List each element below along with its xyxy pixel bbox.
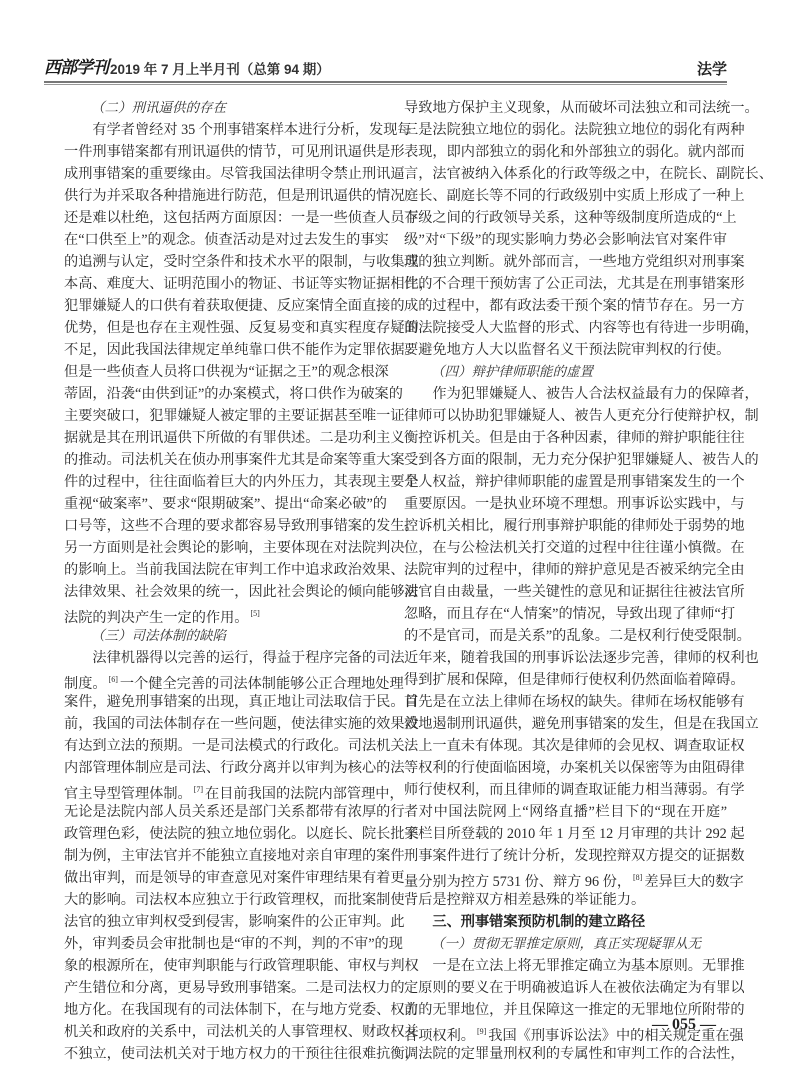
text-line: 导致地方保护主义现象，从而破坏司法独立和司法统一。 xyxy=(404,100,759,116)
citation-ref: [6] xyxy=(108,675,118,684)
text-line: 律师可以协助犯罪嫌疑人、被告人更充分行使辩护权，制 xyxy=(404,408,759,424)
text-line: 无论是法院内部人员关系还是部门关系都带有浓厚的行 xyxy=(64,804,405,820)
text-line: 背后是控辩双方相差悬殊的举证能力。 xyxy=(404,892,646,908)
text-line: 前，我国的司法体制存在一些问题，使法律实施的效果没 xyxy=(64,716,419,732)
text-line: 控诉机关相比，履行刑事辩护职能的律师处于弱势的地 xyxy=(404,518,745,534)
text-line: 主要突破口，犯罪嫌疑人被定罪的主要证据甚至唯一证 xyxy=(64,408,405,424)
text-line: 口号等，这些不合理的要求都容易导致刑事错案的发生。 xyxy=(64,518,419,534)
text-line: 蒂固，沿袭“由供到证”的办案模式，将口供作为破案的 xyxy=(64,386,403,402)
text-line: 效地遏制刑讯逼供，避免刑事错案的发生，但是在我国立 xyxy=(404,716,759,732)
text-line: 前的无罪地位，并且保障这一推定的无罪地位所附带的 xyxy=(404,1002,745,1018)
citation-ref: [7] xyxy=(193,785,204,794)
text-line xyxy=(404,867,744,890)
header-rule xyxy=(44,81,727,83)
text-line: 调法院的定罪量刑权利的专属性和审判工作的合法性， xyxy=(404,1046,745,1062)
text-line: 本高、难度大、证明范围小的物证、书证等实物证据相比， xyxy=(64,276,433,292)
text-segment: 差异巨大的数字 xyxy=(644,874,744,890)
text-line: 供行为并采取各种措施进行防范，但是刑讯逼供的情况 xyxy=(64,188,405,204)
citation-ref: [9] xyxy=(476,1027,487,1036)
text-line: 级”对“下级”的现实影响力势必会影响法官对案件审 xyxy=(404,232,727,248)
text-line: 的影响上。当前我国法院在审判工作中追求政治效果、 xyxy=(64,562,405,578)
text-line: 还是难以杜绝，这包括两方面原因：一是一些侦查人员存 xyxy=(64,210,419,226)
text-line: 的不是官司，而是关系”的乱象。二是权利行使受限制。 xyxy=(404,628,751,644)
paragraph xyxy=(64,647,419,1065)
journal-logo: 西部学刊 xyxy=(44,58,108,78)
subsection-heading: （一）贯彻无罪推定原则，真正实现疑罪从无 xyxy=(431,936,701,952)
text-line: 案件，避免刑事错案的出现，真正地让司法取信于民。目 xyxy=(64,694,419,710)
subsection-heading: （四）辩护律师职能的虚置 xyxy=(431,364,593,380)
section-label: 法学 xyxy=(696,61,727,78)
citation-ref: [5] xyxy=(250,609,260,618)
text-line: 一是在立法上将无罪推定确立为基本原则。无罪推 xyxy=(432,958,745,974)
text-line: 面法院接受人大监督的形式、内容等也有待进一步明确， xyxy=(404,320,759,336)
text-line: 重要原因。一是执业环境不理想。刑事诉讼实践中，与 xyxy=(404,496,745,512)
text-line xyxy=(64,669,404,692)
text-line: 法官自由裁量，一些关键性的意见和证据往往被法官所 xyxy=(404,584,745,600)
text-line: 产生错位和分离，更易导致刑事错案。二是司法权力的 xyxy=(64,980,405,996)
text-line: 言，法官被纳入体系化的行政等级之中，在院长、副院长、 xyxy=(404,166,773,182)
text-line: 在“口供至上”的观念。侦查活动是对过去发生的事实 xyxy=(64,232,389,248)
text-line: 师行使权利，而且律师的调查取证能力相当薄弱。有学 xyxy=(404,782,745,798)
text-segment: 制度。 xyxy=(64,676,107,692)
text-line: 有学者曾经对 35 个刑事错案样本进行分析，发现每 xyxy=(92,122,412,138)
paragraph xyxy=(404,955,745,1065)
paragraph xyxy=(64,119,433,626)
text-line: 件的不合理干预妨害了公正司法，尤其是在刑事错案形 xyxy=(404,276,745,292)
text-line: 一件刑事错案都有刑讯逼供的情节，可见刑讯逼供是形 xyxy=(64,144,405,160)
text-line: 子栏目所登载的 2010 年 1 月至 12 月审理的共计 292 起 xyxy=(404,826,745,842)
text-line: 理的独立判断。就外部而言，一些地方党组织对刑事案 xyxy=(404,254,745,270)
page-number: — 055 — xyxy=(652,1016,716,1033)
text-line: 等权利的行使面临困境，办案机关以保密等为由阻碍律 xyxy=(404,760,745,776)
text-segment: 官主导型管理体制。 xyxy=(64,786,192,802)
text-line xyxy=(64,603,387,625)
text-segment: 我国《刑事诉讼法》中的相关规定重在强 xyxy=(488,1028,744,1044)
text-line: 法官的独立审判权受到侵害，影响案件的公正审判。此 xyxy=(64,914,405,930)
paragraph xyxy=(404,383,759,911)
text-line: 政管理色彩，使法院的独立地位弱化。以庭长、院长批案 xyxy=(64,826,419,842)
text-line: 的推动。司法机关在侦办刑事案件尤其是命案等重大案 xyxy=(64,452,405,468)
subsection-heading: （二）刑讯逼供的存在 xyxy=(91,100,226,116)
header-rule-thin xyxy=(44,84,727,85)
text-line: 者对中国法院网上“网络直播”栏目下的“现在开庭” xyxy=(404,804,727,820)
text-line: 有达到立法的预期。一是司法模式的行政化。司法机关 xyxy=(64,738,405,754)
issue-info: 2019 年 7 月上半月刊（总第 94 期） xyxy=(110,62,330,77)
text-line: 制为例，主审法官并不能独立直接地对亲自审理的案件 xyxy=(64,848,405,864)
text-line: 另一方面则是社会舆论的影响，主要体现在对法院判决 xyxy=(64,540,405,556)
text-line: 成刑事错案的重要缘由。尽管我国法律明令禁止刑讯逼 xyxy=(64,166,405,182)
running-header xyxy=(44,56,380,78)
text-line: 法律机器得以完善的运行，得益于程序完备的司法 xyxy=(92,650,405,666)
text-line: 成的过程中，都有政法委干预个案的情节存在。另一方 xyxy=(404,298,745,314)
text-segment: 法院的判决产生一定的作用。 xyxy=(64,610,249,626)
text-line: 不独立，使司法机关对于地方权力的干预往往很难抗衡， xyxy=(64,1046,419,1062)
subsection-heading: （三）司法体制的缺陷 xyxy=(91,628,226,644)
text-line: 地方化。在我国现有的司法体制下，在与地方党委、权力 xyxy=(64,1002,419,1018)
section-heading: 三、刑事错案预防机制的建立路径 xyxy=(432,914,646,930)
text-line: 表现，即内部独立的弱化和外部独立的弱化。就内部而 xyxy=(404,144,745,160)
text-line: 庭长、副庭长等不同的行政级别中实质上形成了一种上 xyxy=(404,188,745,204)
text-line: 大的影响。司法权本应独立于行政管理权，而批案制使 xyxy=(64,892,405,908)
text-line: 的追溯与认定，受时空条件和技术水平的限制，与收集成 xyxy=(64,254,419,270)
text-segment: 量分别为控方 5731 份、辩方 96 份， xyxy=(404,874,632,890)
text-line: 重视“破案率”、要求“限期破案”、提出“命案必破”的 xyxy=(64,496,387,512)
text-line: 做出审判，而是领导的审查意见对案件审理结果有着更 xyxy=(64,870,405,886)
text-line: 要避免地方人大以监督名义干预法院审判权的行使。 xyxy=(404,342,731,358)
text-line: 据就是其在刑讯逼供下所做的有罪供述。二是功利主义 xyxy=(64,430,405,446)
text-line: 首先是在立法上律师在场权的缺失。律师在场权能够有 xyxy=(404,694,745,710)
paragraph xyxy=(404,97,773,361)
text-line: 机关和政府的关系中，司法机关的人事管理权、财政权并 xyxy=(64,1024,419,1040)
text-line xyxy=(64,779,404,802)
text-line: 近年来，随着我国的刑事诉讼法逐步完善，律师的权利也 xyxy=(404,650,759,666)
text-line: 象的根源所在，使审判职能与行政管理职能、审权与判权 xyxy=(64,958,419,974)
text-line: 下级之间的行政领导关系，这种等级制度所造成的“上 xyxy=(404,210,737,226)
text-line: 得到扩展和保障，但是律师行使权利仍然面临着障碍。 xyxy=(404,672,745,688)
text-line: 法上一直未有体现。其次是律师的会见权、调查取证权 xyxy=(404,738,745,754)
text-line: 个人权益，辩护律师职能的虚置是刑事错案发生的一个 xyxy=(404,474,745,490)
text-segment: 在目前我国的法院内部管理中， xyxy=(205,786,404,802)
text-line: 不足，因此我国法律规定单纯靠口供不能作为定罪依据。 xyxy=(64,342,419,358)
text-line: 外，审判委员会审批制也是“审的不判，判的不审”的现 xyxy=(64,936,403,952)
text-line: 法律效果、社会效果的统一，因此社会舆论的倾向能够对 xyxy=(64,584,419,600)
text-line: 受到各方面的限制，无力充分保护犯罪嫌疑人、被告人的 xyxy=(404,452,759,468)
text-line: 犯罪嫌疑人的口供有着获取便捷、反应案情全面直接的 xyxy=(64,298,405,314)
text-line: 衡控诉机关。但是由于各种因素，律师的辩护职能往往 xyxy=(404,430,745,446)
text-line: 法院审判的过程中，律师的辩护意见是否被采纳完全由 xyxy=(404,562,745,578)
right-column xyxy=(404,97,773,1065)
text-line: 但是一些侦查人员将口供视为“证据之王”的观念根深 xyxy=(64,364,389,380)
text-line: 内部管理体制应是司法、行政分离并以审判为核心的法 xyxy=(64,760,405,776)
left-column xyxy=(64,97,433,1065)
text-segment: 一个健全完善的司法体制能够公正合理地处理 xyxy=(119,676,404,692)
text-segment: 各项权利。 xyxy=(404,1028,475,1044)
text-line: 作为犯罪嫌疑人、被告人合法权益最有力的保障者， xyxy=(432,386,759,402)
text-line: 件的过程中，往往面临着巨大的内外压力，其表现主要是 xyxy=(64,474,419,490)
citation-ref: [8] xyxy=(633,873,643,882)
text-line: 位，在与公检法机关打交道的过程中往往谨小慎微。在 xyxy=(404,540,745,556)
text-line: 优势，但是也存在主观性强、反复易变和真实程度存疑的 xyxy=(64,320,419,336)
text-line: 忽略，而且存在“人情案”的情况，导致出现了律师“打 xyxy=(404,606,736,622)
text-line: 三是法院独立地位的弱化。法院独立地位的弱化有两种 xyxy=(404,122,745,138)
text-line: 刑事案件进行了统计分析，发现控辩双方提交的证据数 xyxy=(404,848,745,864)
text-line: 定原则的要义在于明确被追诉人在被依法确定为有罪以 xyxy=(404,980,745,996)
